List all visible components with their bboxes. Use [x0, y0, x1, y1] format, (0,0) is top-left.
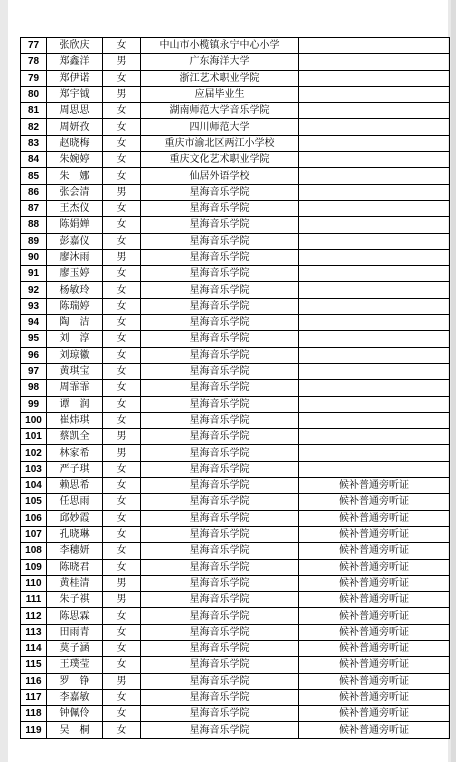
- table-row: [21, 315, 450, 331]
- candidate-note: [299, 168, 450, 184]
- candidate-name: 陈晓君: [47, 559, 103, 575]
- candidate-note: 候补普通旁听证: [299, 543, 450, 559]
- table-row: [21, 331, 450, 347]
- candidate-gender: 女: [103, 70, 141, 86]
- candidate-name: 赖思希: [47, 478, 103, 494]
- candidate-gender: 女: [103, 282, 141, 298]
- table-row: [21, 152, 450, 168]
- candidate-gender: 女: [103, 266, 141, 282]
- table-row: [21, 38, 450, 54]
- table-row: [21, 640, 450, 656]
- row-number: 99: [21, 396, 47, 412]
- candidate-name: 杨敏玲: [47, 282, 103, 298]
- candidate-school: 星海音乐学院: [141, 722, 299, 738]
- table-row: [21, 673, 450, 689]
- table-row: [21, 575, 450, 591]
- candidate-note: [299, 266, 450, 282]
- candidate-note: 候补普通旁听证: [299, 624, 450, 640]
- row-number: 89: [21, 233, 47, 249]
- candidate-gender: 女: [103, 380, 141, 396]
- candidate-gender: 女: [103, 478, 141, 494]
- candidate-school: 星海音乐学院: [141, 363, 299, 379]
- candidate-name: 孔晓琳: [47, 526, 103, 542]
- candidate-school: 星海音乐学院: [141, 592, 299, 608]
- table-row: [21, 445, 450, 461]
- table-row: [21, 461, 450, 477]
- candidate-school: 星海音乐学院: [141, 412, 299, 428]
- candidate-note: 候补普通旁听证: [299, 494, 450, 510]
- candidate-gender: 女: [103, 298, 141, 314]
- row-number: 108: [21, 543, 47, 559]
- table-row: [21, 412, 450, 428]
- table-row: [21, 706, 450, 722]
- candidate-school: 星海音乐学院: [141, 380, 299, 396]
- table-row: [21, 429, 450, 445]
- candidate-school: 湖南师范大学音乐学院: [141, 103, 299, 119]
- candidate-note: 候补普通旁听证: [299, 592, 450, 608]
- table-row: [21, 249, 450, 265]
- candidate-gender: 女: [103, 526, 141, 542]
- candidate-gender: 女: [103, 412, 141, 428]
- candidate-name: 钟佩伶: [47, 706, 103, 722]
- table-row: [21, 168, 450, 184]
- candidate-name: 朱婉婷: [47, 152, 103, 168]
- candidate-school: 星海音乐学院: [141, 640, 299, 656]
- row-number: 83: [21, 135, 47, 151]
- candidate-name: 王杰仪: [47, 200, 103, 216]
- row-number: 98: [21, 380, 47, 396]
- candidate-note: [299, 331, 450, 347]
- candidate-school: 星海音乐学院: [141, 429, 299, 445]
- candidate-school: 星海音乐学院: [141, 298, 299, 314]
- scrollbar-track[interactable]: [451, 0, 456, 762]
- candidate-note: [299, 135, 450, 151]
- candidate-note: 候补普通旁听证: [299, 559, 450, 575]
- candidate-name: 罗 铮: [47, 673, 103, 689]
- candidate-note: 候补普通旁听证: [299, 575, 450, 591]
- candidate-name: 陈思霖: [47, 608, 103, 624]
- candidate-name: 吴 桐: [47, 722, 103, 738]
- candidate-gender: 女: [103, 624, 141, 640]
- candidate-school: 星海音乐学院: [141, 445, 299, 461]
- candidate-gender: 女: [103, 722, 141, 738]
- candidate-school: 中山市小榄镇永宁中心小学: [141, 38, 299, 54]
- candidate-note: [299, 86, 450, 102]
- candidate-note: [299, 298, 450, 314]
- candidate-gender: 女: [103, 315, 141, 331]
- candidate-gender: 男: [103, 54, 141, 70]
- candidate-name: 陶 洁: [47, 315, 103, 331]
- table-row: [21, 184, 450, 200]
- table-row: [21, 722, 450, 738]
- candidate-note: [299, 184, 450, 200]
- row-number: 106: [21, 510, 47, 526]
- row-number: 82: [21, 119, 47, 135]
- table-row: [21, 363, 450, 379]
- candidate-name: 任思雨: [47, 494, 103, 510]
- table-row: [21, 282, 450, 298]
- candidate-note: 候补普通旁听证: [299, 526, 450, 542]
- row-number: 79: [21, 70, 47, 86]
- table-row: [21, 217, 450, 233]
- candidate-gender: 女: [103, 706, 141, 722]
- row-number: 80: [21, 86, 47, 102]
- row-number: 102: [21, 445, 47, 461]
- candidate-gender: 女: [103, 640, 141, 656]
- table-row: [21, 298, 450, 314]
- candidate-school: 星海音乐学院: [141, 461, 299, 477]
- candidate-name: 刘 淳: [47, 331, 103, 347]
- candidate-school: 广东海洋大学: [141, 54, 299, 70]
- candidate-name: 林家希: [47, 445, 103, 461]
- candidate-school: 星海音乐学院: [141, 217, 299, 233]
- candidate-note: [299, 54, 450, 70]
- candidate-note: [299, 380, 450, 396]
- candidate-school: 重庆市渝北区两江小学校: [141, 135, 299, 151]
- candidate-note: 候补普通旁听证: [299, 608, 450, 624]
- candidate-note: 候补普通旁听证: [299, 657, 450, 673]
- table-row: [21, 543, 450, 559]
- candidate-gender: 女: [103, 200, 141, 216]
- candidate-gender: 男: [103, 575, 141, 591]
- candidate-school: 应届毕业生: [141, 86, 299, 102]
- candidate-name: 莫子涵: [47, 640, 103, 656]
- table-row: [21, 608, 450, 624]
- candidate-note: [299, 152, 450, 168]
- table-row: [21, 54, 450, 70]
- candidate-gender: 男: [103, 86, 141, 102]
- document-page: [8, 0, 448, 762]
- candidate-name: 郑伊诺: [47, 70, 103, 86]
- candidate-school: 星海音乐学院: [141, 510, 299, 526]
- candidate-note: [299, 445, 450, 461]
- candidate-note: [299, 396, 450, 412]
- candidate-note: [299, 103, 450, 119]
- candidate-note: 候补普通旁听证: [299, 510, 450, 526]
- candidate-school: 星海音乐学院: [141, 315, 299, 331]
- table-row: [21, 86, 450, 102]
- candidate-name: 蔡凯全: [47, 429, 103, 445]
- candidate-name: 周妍孜: [47, 119, 103, 135]
- candidate-school: 星海音乐学院: [141, 526, 299, 542]
- candidate-gender: 男: [103, 429, 141, 445]
- candidate-name: 李嘉敏: [47, 689, 103, 705]
- row-number: 90: [21, 249, 47, 265]
- table-row: [21, 266, 450, 282]
- row-number: 111: [21, 592, 47, 608]
- table-row: [21, 559, 450, 575]
- candidate-note: 候补普通旁听证: [299, 689, 450, 705]
- row-number: 93: [21, 298, 47, 314]
- candidate-gender: 女: [103, 510, 141, 526]
- candidate-school: 星海音乐学院: [141, 543, 299, 559]
- row-number: 85: [21, 168, 47, 184]
- candidate-gender: 女: [103, 217, 141, 233]
- candidate-name: 陈娟婵: [47, 217, 103, 233]
- candidate-school: 四川师范大学: [141, 119, 299, 135]
- table-row: [21, 657, 450, 673]
- candidate-gender: 女: [103, 494, 141, 510]
- candidate-gender: 男: [103, 184, 141, 200]
- candidate-school: 星海音乐学院: [141, 200, 299, 216]
- candidate-school: 星海音乐学院: [141, 706, 299, 722]
- candidate-gender: 女: [103, 168, 141, 184]
- row-number: 117: [21, 689, 47, 705]
- candidate-name: 郑鑫洋: [47, 54, 103, 70]
- candidate-note: [299, 70, 450, 86]
- candidate-note: [299, 249, 450, 265]
- candidate-name: 邱妙霞: [47, 510, 103, 526]
- table-row: [21, 103, 450, 119]
- candidate-gender: 男: [103, 673, 141, 689]
- candidate-name: 彭嘉仪: [47, 233, 103, 249]
- candidate-note: [299, 217, 450, 233]
- candidate-note: 候补普通旁听证: [299, 640, 450, 656]
- candidate-school: 星海音乐学院: [141, 249, 299, 265]
- table-row: [21, 494, 450, 510]
- candidate-gender: 女: [103, 543, 141, 559]
- candidate-school: 仙居外语学校: [141, 168, 299, 184]
- candidate-note: [299, 461, 450, 477]
- candidate-gender: 女: [103, 233, 141, 249]
- candidate-school: 星海音乐学院: [141, 478, 299, 494]
- candidate-gender: 女: [103, 657, 141, 673]
- table-row: [21, 478, 450, 494]
- candidate-gender: 女: [103, 689, 141, 705]
- candidate-note: [299, 282, 450, 298]
- candidate-note: [299, 315, 450, 331]
- candidate-gender: 女: [103, 103, 141, 119]
- candidate-name: 黄琪宝: [47, 363, 103, 379]
- candidate-name: 黄桂清: [47, 575, 103, 591]
- candidate-gender: 女: [103, 461, 141, 477]
- candidate-gender: 男: [103, 249, 141, 265]
- candidate-school: 星海音乐学院: [141, 559, 299, 575]
- candidate-name: 王璞莹: [47, 657, 103, 673]
- row-number: 110: [21, 575, 47, 591]
- row-number: 88: [21, 217, 47, 233]
- row-number: 96: [21, 347, 47, 363]
- candidate-gender: 女: [103, 331, 141, 347]
- candidate-name: 张欣庆: [47, 38, 103, 54]
- row-number: 113: [21, 624, 47, 640]
- row-number: 95: [21, 331, 47, 347]
- table-row: [21, 200, 450, 216]
- candidate-gender: 女: [103, 363, 141, 379]
- candidate-name: 赵晓梅: [47, 135, 103, 151]
- candidate-school: 重庆文化艺术职业学院: [141, 152, 299, 168]
- candidate-school: 星海音乐学院: [141, 494, 299, 510]
- candidate-note: [299, 347, 450, 363]
- candidate-note: 候补普通旁听证: [299, 673, 450, 689]
- row-number: 105: [21, 494, 47, 510]
- candidate-gender: 女: [103, 396, 141, 412]
- candidate-school: 星海音乐学院: [141, 331, 299, 347]
- candidate-name: 周思思: [47, 103, 103, 119]
- candidate-school: 星海音乐学院: [141, 233, 299, 249]
- candidate-gender: 女: [103, 608, 141, 624]
- table-row: [21, 380, 450, 396]
- candidate-school: 浙江艺术职业学院: [141, 70, 299, 86]
- candidate-school: 星海音乐学院: [141, 266, 299, 282]
- candidate-name: 刘琼徽: [47, 347, 103, 363]
- row-number: 86: [21, 184, 47, 200]
- row-number: 118: [21, 706, 47, 722]
- row-number: 77: [21, 38, 47, 54]
- table-row: [21, 592, 450, 608]
- row-number: 84: [21, 152, 47, 168]
- candidate-gender: 男: [103, 445, 141, 461]
- candidate-name: 张会清: [47, 184, 103, 200]
- candidate-note: [299, 412, 450, 428]
- candidate-gender: 女: [103, 38, 141, 54]
- table-row: [21, 624, 450, 640]
- candidate-name: 李穗妍: [47, 543, 103, 559]
- candidate-name: 郑宇钺: [47, 86, 103, 102]
- candidate-note: 候补普通旁听证: [299, 478, 450, 494]
- candidate-school: 星海音乐学院: [141, 575, 299, 591]
- candidate-note: 候补普通旁听证: [299, 722, 450, 738]
- candidate-note: [299, 233, 450, 249]
- candidate-note: [299, 200, 450, 216]
- candidate-school: 星海音乐学院: [141, 608, 299, 624]
- candidate-name: 朱 娜: [47, 168, 103, 184]
- row-number: 119: [21, 722, 47, 738]
- candidate-school: 星海音乐学院: [141, 184, 299, 200]
- candidate-school: 星海音乐学院: [141, 689, 299, 705]
- row-number: 115: [21, 657, 47, 673]
- candidate-gender: 女: [103, 347, 141, 363]
- candidate-name: 严子琪: [47, 461, 103, 477]
- row-number: 91: [21, 266, 47, 282]
- candidate-name: 廖沐雨: [47, 249, 103, 265]
- table-row: [21, 70, 450, 86]
- candidate-school: 星海音乐学院: [141, 657, 299, 673]
- candidate-gender: 女: [103, 135, 141, 151]
- candidate-school: 星海音乐学院: [141, 673, 299, 689]
- candidate-school: 星海音乐学院: [141, 624, 299, 640]
- row-number: 101: [21, 429, 47, 445]
- row-number: 78: [21, 54, 47, 70]
- row-number: 94: [21, 315, 47, 331]
- row-number: 87: [21, 200, 47, 216]
- candidate-name: 谭 润: [47, 396, 103, 412]
- candidate-note: [299, 363, 450, 379]
- candidate-name: 廖玉婷: [47, 266, 103, 282]
- roster-table-body: [21, 38, 450, 739]
- candidate-note: [299, 429, 450, 445]
- row-number: 109: [21, 559, 47, 575]
- row-number: 114: [21, 640, 47, 656]
- row-number: 112: [21, 608, 47, 624]
- candidate-gender: 女: [103, 152, 141, 168]
- candidate-school: 星海音乐学院: [141, 347, 299, 363]
- candidate-gender: 女: [103, 559, 141, 575]
- candidate-school: 星海音乐学院: [141, 396, 299, 412]
- candidate-gender: 男: [103, 592, 141, 608]
- roster-table: [20, 37, 450, 739]
- row-number: 104: [21, 478, 47, 494]
- table-row: [21, 119, 450, 135]
- candidate-note: [299, 119, 450, 135]
- candidate-name: 崔炜琪: [47, 412, 103, 428]
- candidate-gender: 女: [103, 119, 141, 135]
- table-row: [21, 233, 450, 249]
- row-number: 100: [21, 412, 47, 428]
- table-row: [21, 510, 450, 526]
- table-row: [21, 526, 450, 542]
- candidate-note: 候补普通旁听证: [299, 706, 450, 722]
- candidate-name: 周霏霏: [47, 380, 103, 396]
- candidate-name: 田雨青: [47, 624, 103, 640]
- row-number: 103: [21, 461, 47, 477]
- candidate-note: [299, 38, 450, 54]
- row-number: 116: [21, 673, 47, 689]
- table-row: [21, 396, 450, 412]
- candidate-school: 星海音乐学院: [141, 282, 299, 298]
- candidate-name: 陈瑞婷: [47, 298, 103, 314]
- table-row: [21, 135, 450, 151]
- table-row: [21, 347, 450, 363]
- row-number: 97: [21, 363, 47, 379]
- candidate-name: 朱子祺: [47, 592, 103, 608]
- row-number: 107: [21, 526, 47, 542]
- table-row: [21, 689, 450, 705]
- row-number: 92: [21, 282, 47, 298]
- row-number: 81: [21, 103, 47, 119]
